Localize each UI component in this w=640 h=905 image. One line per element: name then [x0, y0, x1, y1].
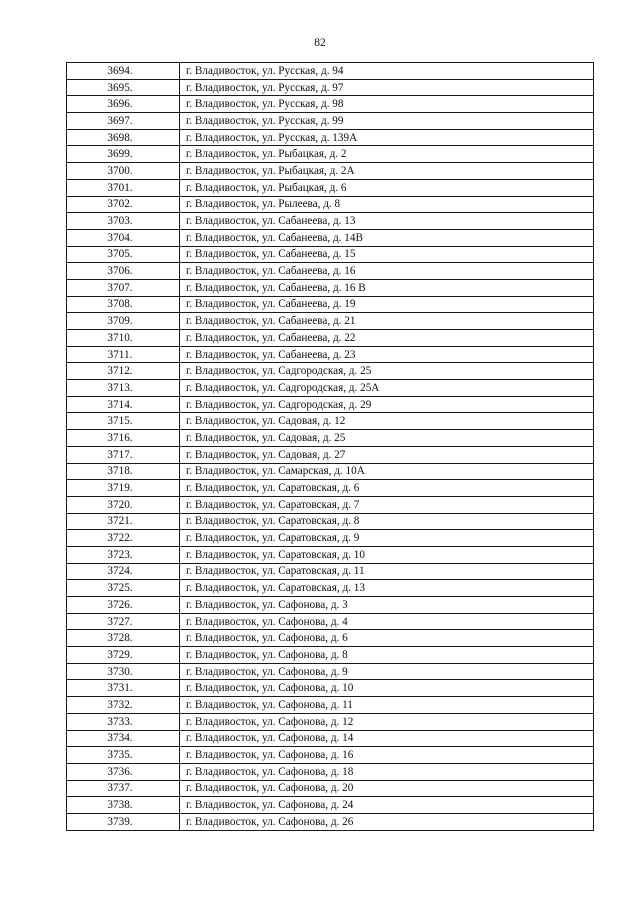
- row-address: г. Владивосток, ул. Сафонова, д. 26: [180, 813, 594, 830]
- row-number: 3737.: [67, 780, 180, 797]
- table-row: [67, 546, 594, 563]
- row-number: 3739.: [67, 813, 180, 830]
- row-address: г. Владивосток, ул. Сабанеева, д. 15: [180, 246, 594, 263]
- row-number: 3723.: [67, 546, 180, 563]
- row-number: 3719.: [67, 480, 180, 497]
- table-row: [67, 680, 594, 697]
- row-address: г. Владивосток, ул. Сабанеева, д. 13: [180, 213, 594, 230]
- table-row: [67, 647, 594, 664]
- row-number: 3722.: [67, 530, 180, 547]
- row-address: г. Владивосток, ул. Саратовская, д. 11: [180, 563, 594, 580]
- row-address: г. Владивосток, ул. Самарская, д. 10А: [180, 463, 594, 480]
- row-address: г. Владивосток, ул. Рыбацкая, д. 2: [180, 146, 594, 163]
- table-row: [67, 246, 594, 263]
- row-number: 3734.: [67, 730, 180, 747]
- row-number: 3731.: [67, 680, 180, 697]
- row-address: г. Владивосток, ул. Сафонова, д. 9: [180, 663, 594, 680]
- table-row: [67, 763, 594, 780]
- table-row: [67, 96, 594, 113]
- row-address: г. Владивосток, ул. Садовая, д. 25: [180, 430, 594, 447]
- table-row: [67, 563, 594, 580]
- table-row: [67, 413, 594, 430]
- row-number: 3704.: [67, 229, 180, 246]
- table-row: [67, 713, 594, 730]
- table-row: [67, 363, 594, 380]
- row-number: 3712.: [67, 363, 180, 380]
- table-row: [67, 380, 594, 397]
- row-number: 3701.: [67, 179, 180, 196]
- row-number: 3698.: [67, 129, 180, 146]
- table-row: [67, 797, 594, 814]
- row-number: 3715.: [67, 413, 180, 430]
- address-table: [66, 62, 594, 831]
- row-number: 3710.: [67, 330, 180, 347]
- page-number: 82: [314, 37, 326, 49]
- table-row: [67, 730, 594, 747]
- row-number: 3721.: [67, 513, 180, 530]
- row-address: г. Владивосток, ул. Сабанеева, д. 19: [180, 296, 594, 313]
- row-number: 3696.: [67, 96, 180, 113]
- row-address: г. Владивосток, ул. Сабанеева, д. 22: [180, 330, 594, 347]
- table-row: [67, 129, 594, 146]
- row-address: г. Владивосток, ул. Сафонова, д. 24: [180, 797, 594, 814]
- table-row: [67, 663, 594, 680]
- row-address: г. Владивосток, ул. Русская, д. 94: [180, 63, 594, 80]
- row-address: г. Владивосток, ул. Сафонова, д. 3: [180, 597, 594, 614]
- row-address: г. Владивосток, ул. Рыбацкая, д. 2А: [180, 163, 594, 180]
- table-row: [67, 229, 594, 246]
- row-number: 3718.: [67, 463, 180, 480]
- row-address: г. Владивосток, ул. Сабанеева, д. 23: [180, 346, 594, 363]
- row-address: г. Владивосток, ул. Сабанеева, д. 14В: [180, 229, 594, 246]
- row-address: г. Владивосток, ул. Сафонова, д. 6: [180, 630, 594, 647]
- table-row: [67, 747, 594, 764]
- row-number: 3728.: [67, 630, 180, 647]
- row-number: 3725.: [67, 580, 180, 597]
- row-address: г. Владивосток, ул. Сафонова, д. 11: [180, 697, 594, 714]
- table-row: [67, 179, 594, 196]
- row-number: 3714.: [67, 396, 180, 413]
- row-address: г. Владивосток, ул. Садовая, д. 27: [180, 446, 594, 463]
- table-row: [67, 296, 594, 313]
- row-number: 3709.: [67, 313, 180, 330]
- row-number: 3716.: [67, 430, 180, 447]
- table-row: [67, 113, 594, 130]
- row-number: 3732.: [67, 697, 180, 714]
- table-row: [67, 630, 594, 647]
- row-number: 3730.: [67, 663, 180, 680]
- row-number: 3697.: [67, 113, 180, 130]
- row-number: 3711.: [67, 346, 180, 363]
- row-number: 3727.: [67, 613, 180, 630]
- table-row: [67, 263, 594, 280]
- row-number: 3703.: [67, 213, 180, 230]
- table-row: [67, 63, 594, 80]
- row-address: г. Владивосток, ул. Сафонова, д. 10: [180, 680, 594, 697]
- row-address: г. Владивосток, ул. Сафонова, д. 14: [180, 730, 594, 747]
- row-address: г. Владивосток, ул. Саратовская, д. 7: [180, 496, 594, 513]
- row-address: г. Владивосток, ул. Русская, д. 99: [180, 113, 594, 130]
- table-row: [67, 196, 594, 213]
- table-row: [67, 396, 594, 413]
- row-address: г. Владивосток, ул. Русская, д. 98: [180, 96, 594, 113]
- row-address: г. Владивосток, ул. Сабанеева, д. 16: [180, 263, 594, 280]
- row-number: 3735.: [67, 747, 180, 764]
- row-address: г. Владивосток, ул. Саратовская, д. 9: [180, 530, 594, 547]
- table-row: [67, 79, 594, 96]
- row-number: 3699.: [67, 146, 180, 163]
- row-address: г. Владивосток, ул. Садовая, д. 12: [180, 413, 594, 430]
- row-address: г. Владивосток, ул. Садгородская, д. 25: [180, 363, 594, 380]
- row-address: г. Владивосток, ул. Сафонова, д. 12: [180, 713, 594, 730]
- row-number: 3702.: [67, 196, 180, 213]
- table-row: [67, 697, 594, 714]
- row-number: 3724.: [67, 563, 180, 580]
- row-address: г. Владивосток, ул. Русская, д. 97: [180, 79, 594, 96]
- table-row: [67, 597, 594, 614]
- row-address: г. Владивосток, ул. Садгородская, д. 25А: [180, 380, 594, 397]
- row-address: г. Владивосток, ул. Сафонова, д. 16: [180, 747, 594, 764]
- row-number: 3707.: [67, 279, 180, 296]
- table-row: [67, 813, 594, 830]
- row-address: г. Владивосток, ул. Сафонова, д. 4: [180, 613, 594, 630]
- table-row: [67, 330, 594, 347]
- table-row: [67, 313, 594, 330]
- row-number: 3713.: [67, 380, 180, 397]
- table-row: [67, 580, 594, 597]
- row-number: 3733.: [67, 713, 180, 730]
- table-row: [67, 496, 594, 513]
- row-number: 3720.: [67, 496, 180, 513]
- row-address: г. Владивосток, ул. Рыбацкая, д. 6: [180, 179, 594, 196]
- row-address: г. Владивосток, ул. Русская, д. 139А: [180, 129, 594, 146]
- table-row: [67, 279, 594, 296]
- row-number: 3706.: [67, 263, 180, 280]
- row-number: 3705.: [67, 246, 180, 263]
- row-number: 3736.: [67, 763, 180, 780]
- row-address: г. Владивосток, ул. Сафонова, д. 20: [180, 780, 594, 797]
- table-row: [67, 530, 594, 547]
- row-address: г. Владивосток, ул. Сафонова, д. 18: [180, 763, 594, 780]
- table-row: [67, 446, 594, 463]
- table-row: [67, 163, 594, 180]
- table-row: [67, 463, 594, 480]
- table-row: [67, 346, 594, 363]
- table-row: [67, 430, 594, 447]
- row-address: г. Владивосток, ул. Сабанеева, д. 21: [180, 313, 594, 330]
- table-row: [67, 213, 594, 230]
- table-row: [67, 613, 594, 630]
- row-number: 3726.: [67, 597, 180, 614]
- address-table-body: [67, 63, 594, 831]
- table-row: [67, 513, 594, 530]
- row-number: 3694.: [67, 63, 180, 80]
- row-address: г. Владивосток, ул. Сабанеева, д. 16 В: [180, 279, 594, 296]
- row-address: г. Владивосток, ул. Рылеева, д. 8: [180, 196, 594, 213]
- row-address: г. Владивосток, ул. Сафонова, д. 8: [180, 647, 594, 664]
- row-number: 3700.: [67, 163, 180, 180]
- row-number: 3729.: [67, 647, 180, 664]
- row-address: г. Владивосток, ул. Саратовская, д. 6: [180, 480, 594, 497]
- row-address: г. Владивосток, ул. Садгородская, д. 29: [180, 396, 594, 413]
- row-address: г. Владивосток, ул. Саратовская, д. 8: [180, 513, 594, 530]
- table-row: [67, 480, 594, 497]
- row-number: 3708.: [67, 296, 180, 313]
- table-row: [67, 146, 594, 163]
- row-number: 3738.: [67, 797, 180, 814]
- table-row: [67, 780, 594, 797]
- row-address: г. Владивосток, ул. Саратовская, д. 13: [180, 580, 594, 597]
- row-number: 3695.: [67, 79, 180, 96]
- row-number: 3717.: [67, 446, 180, 463]
- row-address: г. Владивосток, ул. Саратовская, д. 10: [180, 546, 594, 563]
